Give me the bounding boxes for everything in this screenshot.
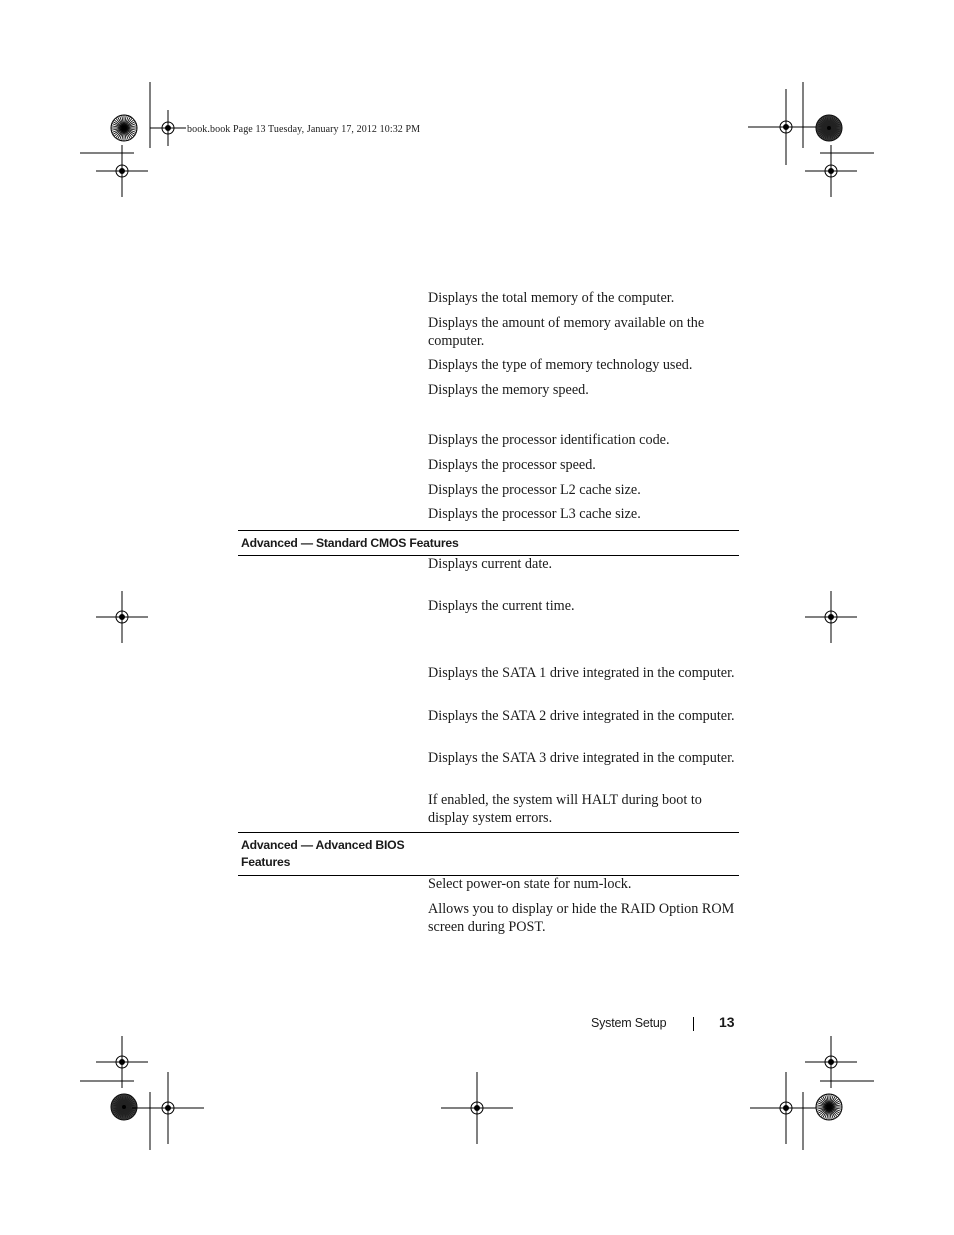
memory-available-desc: Displays the amount of memory available on the computer.	[428, 315, 705, 349]
registration-crosshair-top-right	[748, 89, 824, 165]
registration-crosshair-top-left	[150, 110, 186, 146]
memory-speed-desc: Displays the memory speed.	[428, 382, 589, 398]
cmos-time-desc: Displays the current time.	[428, 598, 575, 614]
registration-crosshair-right-lower	[805, 1036, 857, 1088]
processor-l2-desc: Displays the processor L2 cache size.	[428, 482, 641, 498]
registration-crosshair-bottom-right	[750, 1072, 822, 1144]
footer-separator	[693, 1017, 694, 1031]
footer-section-label: System Setup	[591, 1016, 667, 1030]
memory-total-desc: Displays the total memory of the computer.	[428, 290, 675, 306]
section-header-bios	[238, 832, 739, 876]
processor-l3-desc: Displays the processor L3 cache size.	[428, 506, 641, 522]
page-number: 13	[719, 1014, 735, 1030]
registration-starburst-bottom-right	[816, 1094, 842, 1120]
registration-crosshair-bottom-left	[132, 1072, 204, 1144]
bios-raid-rom-desc: Allows you to display or hide the RAID Option ROM screen during POST.	[428, 901, 735, 935]
section-header-cmos	[238, 530, 739, 556]
registration-crosshair-left-middle	[96, 591, 148, 643]
section-title-bios-line1: Advanced — Advanced BIOS	[241, 838, 405, 852]
registration-crosshair-bottom-center	[441, 1072, 513, 1144]
processor-speed-desc: Displays the processor speed.	[428, 457, 596, 473]
registration-starburst-top-right	[816, 115, 842, 141]
registration-crosshair-left-lower	[96, 1036, 148, 1088]
cmos-sata1-desc: Displays the SATA 1 drive integrated in the computer.	[428, 665, 735, 681]
memory-technology-desc: Displays the type of memory technology used.	[428, 357, 693, 373]
cmos-date-desc: Displays current date.	[428, 556, 553, 572]
section-title-bios-line2: Features	[241, 855, 291, 869]
cmos-sata3-desc: Displays the SATA 3 drive integrated in the computer.	[428, 750, 735, 766]
bios-numlock-desc: Select power-on state for num-lock.	[428, 876, 632, 892]
registration-starburst-bottom-left	[111, 1094, 137, 1120]
registration-starburst-top-left	[111, 115, 137, 141]
print-header: book.book Page 13 Tuesday, January 17, 2012 10:32 PM	[187, 124, 421, 135]
section-title-cmos: Advanced — Standard CMOS Features	[241, 536, 459, 550]
cmos-halt-desc: If enabled, the system will HALT during boot to display system errors.	[428, 792, 702, 826]
cmos-sata2-desc: Displays the SATA 2 drive integrated in the computer.	[428, 708, 735, 724]
section-title-bios	[241, 837, 404, 871]
registration-crosshair-right-middle	[805, 591, 857, 643]
processor-id-desc: Displays the processor identification code.	[428, 432, 670, 448]
